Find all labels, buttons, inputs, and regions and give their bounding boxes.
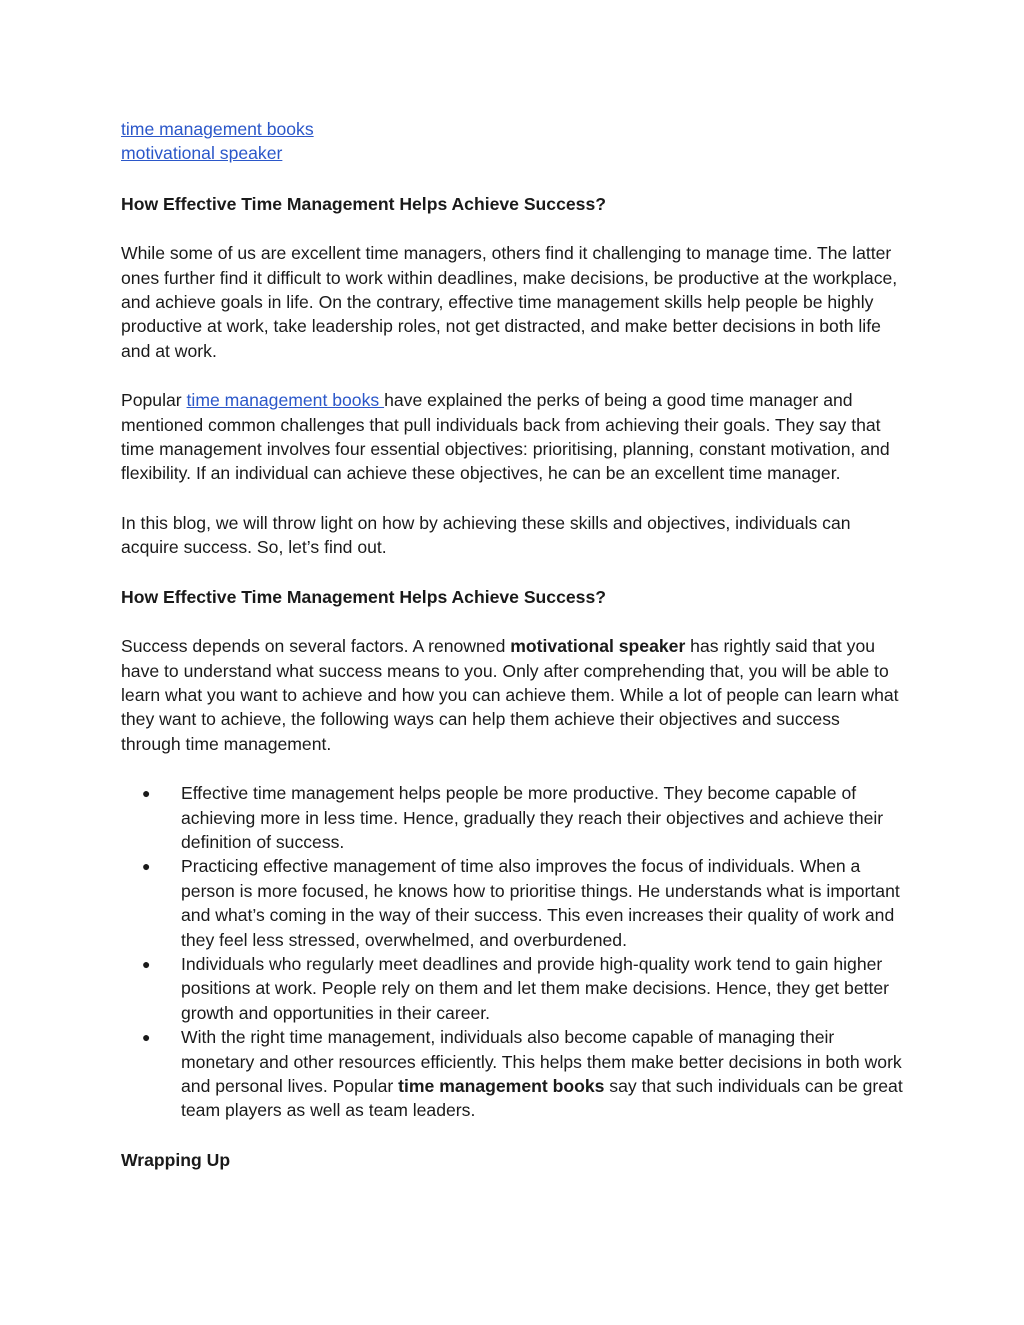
section-heading-2: How Effective Time Management Helps Achieve Success? bbox=[121, 586, 606, 607]
list-item-text: Individuals who regularly meet deadlines and provide high-quality work tend to gain higher positions at work. People rely on them and let them make decisions. Hence, they get better growth and opportunities in their career. bbox=[181, 953, 890, 1023]
link-line-2 bbox=[121, 141, 904, 165]
bullet-icon: ● bbox=[142, 955, 151, 972]
time-management-books-link[interactable]: time management books bbox=[121, 119, 314, 139]
list-item bbox=[142, 781, 904, 854]
bullet4-after: say that such individuals can be great team players as well as team leaders. bbox=[181, 1076, 903, 1121]
motivational-speaker-bold: motivational speaker bbox=[510, 636, 686, 657]
section-heading-1: How Effective Time Management Helps Achieve Success? bbox=[121, 193, 606, 214]
success-paragraph bbox=[121, 634, 904, 756]
time-management-books-bold: time management books bbox=[398, 1076, 605, 1096]
para2-before: Popular bbox=[121, 390, 187, 411]
list-item-text: Practicing effective management of time also improves the focus of individuals. When a person is more focused, he knows how to prioritise things. He understands what is important and what’s coming in the way of their success. This even increases their quality of work and they feel less stressed, overwhelmed, and overburdened. bbox=[181, 856, 900, 950]
section-heading-3: Wrapping Up bbox=[121, 1149, 231, 1170]
intro-paragraph: While some of us are excellent time managers, others find it challenging to manage time. The latter ones further find it difficult to work within deadlines, make decisions, be productive at the workplace, and achieve goals in life. On the contrary, effective time management skills help people be highly productive at work, take leadership roles, not get distracted, and make better decisions in both life and at work. bbox=[121, 243, 898, 361]
bullet-icon: ● bbox=[142, 785, 151, 802]
bullet4-before: With the right time management, individuals also become capable of managing their monetary and other resources efficiently. This helps them make better decisions in both work and personal lives. Popular bbox=[181, 1027, 902, 1096]
para4-after: has rightly said that you have to understand what success means to you. Only after comprehending that, you will be able to learn what you want to achieve and how you can achieve them. While a lot of people can learn what they want to achieve, the following ways can help them achieve their objectives and success through time management. bbox=[121, 636, 899, 754]
list-item bbox=[142, 1025, 904, 1123]
time-management-books-inline-link[interactable]: time management books bbox=[186, 390, 385, 411]
list-item bbox=[142, 854, 904, 952]
link-line-1 bbox=[121, 117, 904, 141]
bullet-icon: ● bbox=[142, 1029, 151, 1046]
list-item bbox=[142, 952, 904, 1025]
motivational-speaker-link[interactable]: motivational speaker bbox=[121, 143, 283, 164]
blog-intro-paragraph: In this blog, we will throw light on how by achieving these skills and objectives, individuals can acquire success. So, let’s find out. bbox=[121, 512, 851, 558]
bullet-icon: ● bbox=[142, 858, 151, 875]
list-item-text: Effective time management helps people be more productive. They become capable of achieving more in less time. Hence, gradually they reach their objectives and achieve their definition of success. bbox=[181, 783, 884, 852]
benefits-list bbox=[121, 781, 904, 1123]
para2-after: have explained the perks of being a good time manager and mentioned common challenges that pull individuals back from achieving their goals. They say that time management involves four essential objectives: prioritising, planning, constant motivation, and flexibility. If an individual can achieve these objectives, he can be an excellent time manager. bbox=[121, 390, 890, 484]
para4-before: Success depends on several factors. A renowned bbox=[121, 636, 511, 657]
popular-books-paragraph bbox=[121, 388, 904, 486]
